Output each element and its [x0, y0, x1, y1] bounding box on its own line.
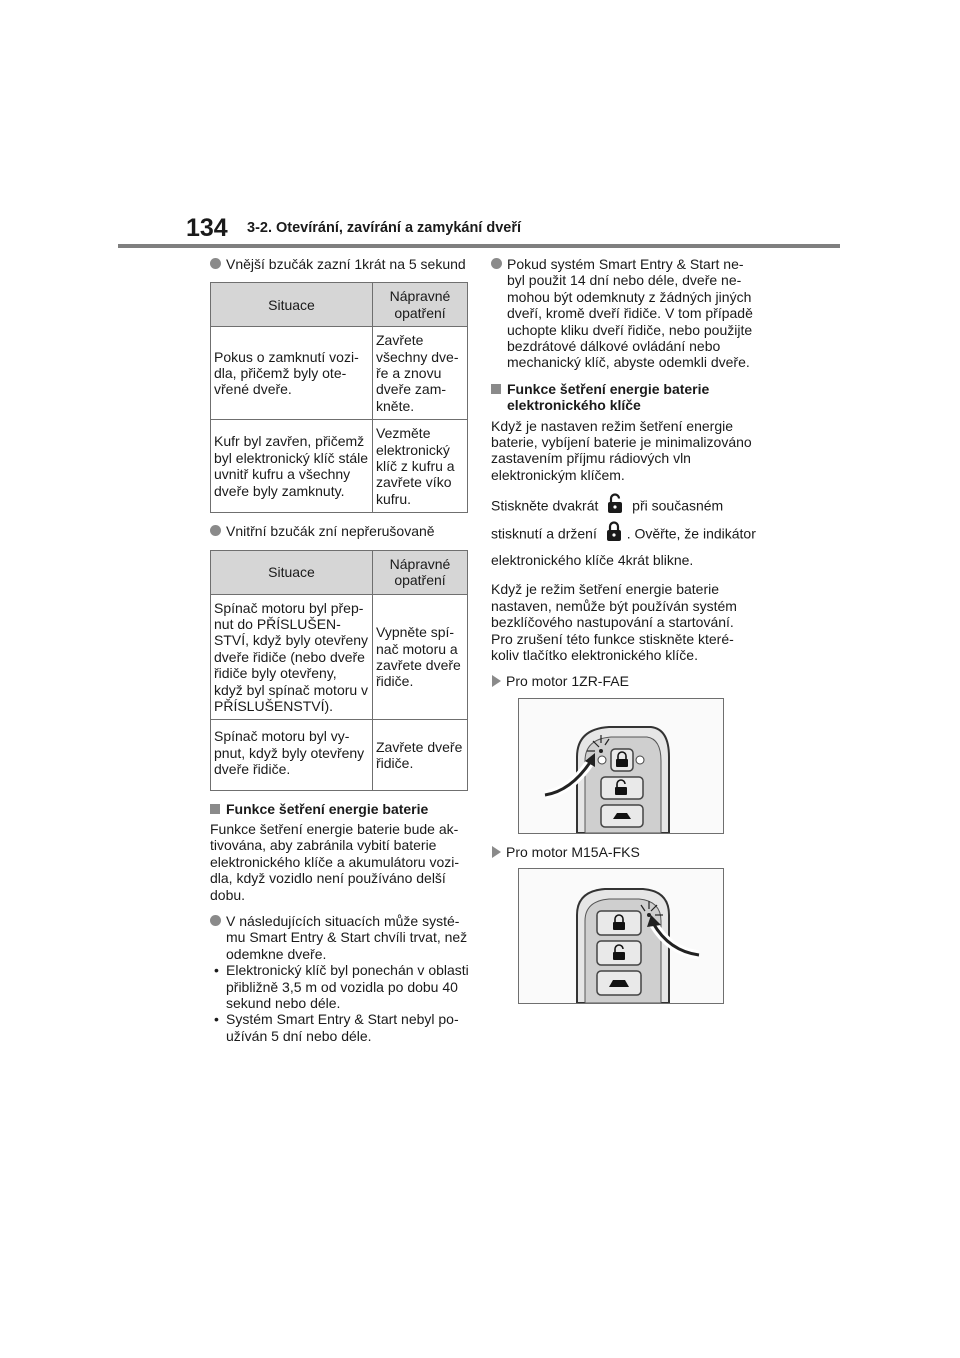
text-fragment: při současném — [632, 497, 724, 514]
engine-label-1zr — [491, 673, 756, 689]
table-cell: Spínač motoru byl přepnut do PŘÍSLUŠENSTVÍ, když byly otevřeny dveře řidiče (nebo dveře řidiče byly otevřeny, když byl spínač motoru v PŘÍSLUŠENSTVÍ). — [211, 594, 373, 720]
paragraph: Když je nastaven režim šetření energie baterie, vybíjení baterie je minimalizováno zastavením příjmu rádiových vln elektronickým klíčem. — [491, 417, 752, 483]
sub-bullet — [210, 962, 472, 1011]
engine-text: Pro motor M15A-FKS — [506, 843, 640, 860]
triangle-arrow-icon — [492, 675, 501, 687]
text-fragment: Stiskněte dvakrát — [491, 497, 599, 514]
outer-buzzer-table — [210, 282, 468, 513]
heading-text: Funkce šetření energie baterie — [226, 800, 429, 817]
table-row — [211, 327, 468, 420]
table-header-remedy: Nápravné opatření — [373, 283, 468, 327]
engine-text: Pro motor 1ZR-FAE — [506, 673, 629, 690]
triangle-arrow-icon — [492, 846, 501, 858]
bullet-delay — [210, 913, 472, 962]
paragraph-instructions — [491, 493, 756, 571]
table-header-situation: Situace — [211, 283, 373, 327]
section-heading-key-battery-saving — [491, 381, 756, 414]
sub-bullet — [210, 1011, 472, 1044]
section-heading-battery-saving — [210, 801, 472, 817]
page-number: 134 — [186, 214, 228, 242]
bullet-dot-icon — [210, 525, 221, 536]
table-cell: Zavřete všechny dveře a znovu dveře zamkněte. — [373, 327, 468, 420]
section-title: 3-2. Otevírání, zavírání a zamykání dveří — [247, 220, 522, 236]
table-cell: Kufr byl zavřen, přičemž byl elektronický klíč stále uvnitř kufru a všechny dveře byly zamknuty. — [211, 420, 373, 513]
engine-label-m15a — [491, 844, 756, 860]
table-cell: Vezměte elektronický klíč z kufru a zavřete víko kufru. — [373, 420, 468, 513]
text-fragment: stisknutí a držení — [491, 525, 597, 542]
inner-buzzer-table — [210, 550, 468, 791]
bullet-dot-icon — [491, 258, 502, 269]
table-row — [211, 420, 468, 513]
table-header-situation: Situace — [211, 550, 373, 594]
sub-bullet-text: Elektronický klíč byl ponechán v oblasti přibližně 3,5 m od vozidla po dobu 40 sekund nebo déle. — [226, 962, 469, 1012]
table-row — [211, 594, 468, 720]
text-fragment: . Ověřte, že indikátor elektronického klíče 4krát blikne. — [491, 525, 756, 569]
unlock-icon — [606, 493, 624, 521]
left-column — [210, 256, 472, 1044]
lock-icon — [605, 521, 623, 549]
paragraph: Funkce šetření energie baterie bude aktivována, aby zabránila vybití baterie elektronického klíče a akumulátoru vozidla, když vozidlo není používáno delší dobu. — [210, 820, 460, 903]
right-column — [491, 256, 756, 1014]
table-cell: Zavřete dveře řidiče. — [373, 720, 468, 790]
section-square-icon — [210, 804, 220, 814]
paragraph: Když je režim šetření energie baterie nastaven, nemůže být používán systém bezklíčového nastupování a startování. Pro zrušení této funkce stiskněte kterékoliv tlačítko elektronického klíče. — [491, 581, 737, 663]
bullet-text: V následujících situacích může systému Smart Entry & Start chvíli trvat, než odemkne dveře. — [226, 913, 468, 962]
sub-bullet-text: Systém Smart Entry & Start nebyl používán 5 dní nebo déle. — [226, 1011, 459, 1044]
heading-text: Funkce šetření energie baterie elektronického klíče — [507, 380, 710, 414]
sub-bullet-mark: • — [214, 962, 219, 979]
table-header-row — [211, 550, 468, 594]
bullet-text: Pokud systém Smart Entry & Start nebyl použit 14 dní nebo déle, dveře nemohou být odemknuty z žádných jiných dveří, kromě dveří řidiče. V tom případě uchopte kliku dveří řidiče, nebo použijte bezdrátové dálkové ovládání nebo mechanický klíč, abyste odemkli dveře. — [507, 256, 753, 371]
key-fob-illustration — [518, 868, 724, 1004]
table-row — [211, 720, 468, 790]
bullet-dot-icon — [210, 915, 221, 926]
table-cell: Vypněte spínač motoru a zavřete dveře řidiče. — [373, 594, 468, 720]
bullet-inner-buzzer — [210, 523, 472, 539]
bullet-text: Vnější bzučák zazní 1krát na 5 sekund — [226, 256, 466, 272]
table-header-row — [211, 283, 468, 327]
table-cell: Spínač motoru byl vypnut, když byly otevřeny dveře řidiče. — [211, 720, 373, 790]
bullet-14-days — [491, 256, 756, 371]
bullet-text: Vnitřní bzučák zní nepřerušovaně — [226, 523, 435, 540]
bullet-dot-icon — [210, 258, 221, 269]
section-square-icon — [491, 384, 501, 394]
bullet-outer-buzzer — [210, 256, 472, 272]
key-fob-illustration — [518, 698, 724, 834]
table-cell: Pokus o zamknutí vozidla, přičemž byly otevřené dveře. — [211, 327, 373, 420]
header-rule — [118, 244, 840, 248]
sub-bullet-mark: • — [214, 1011, 219, 1028]
table-header-remedy: Nápravné opatření — [373, 550, 468, 594]
